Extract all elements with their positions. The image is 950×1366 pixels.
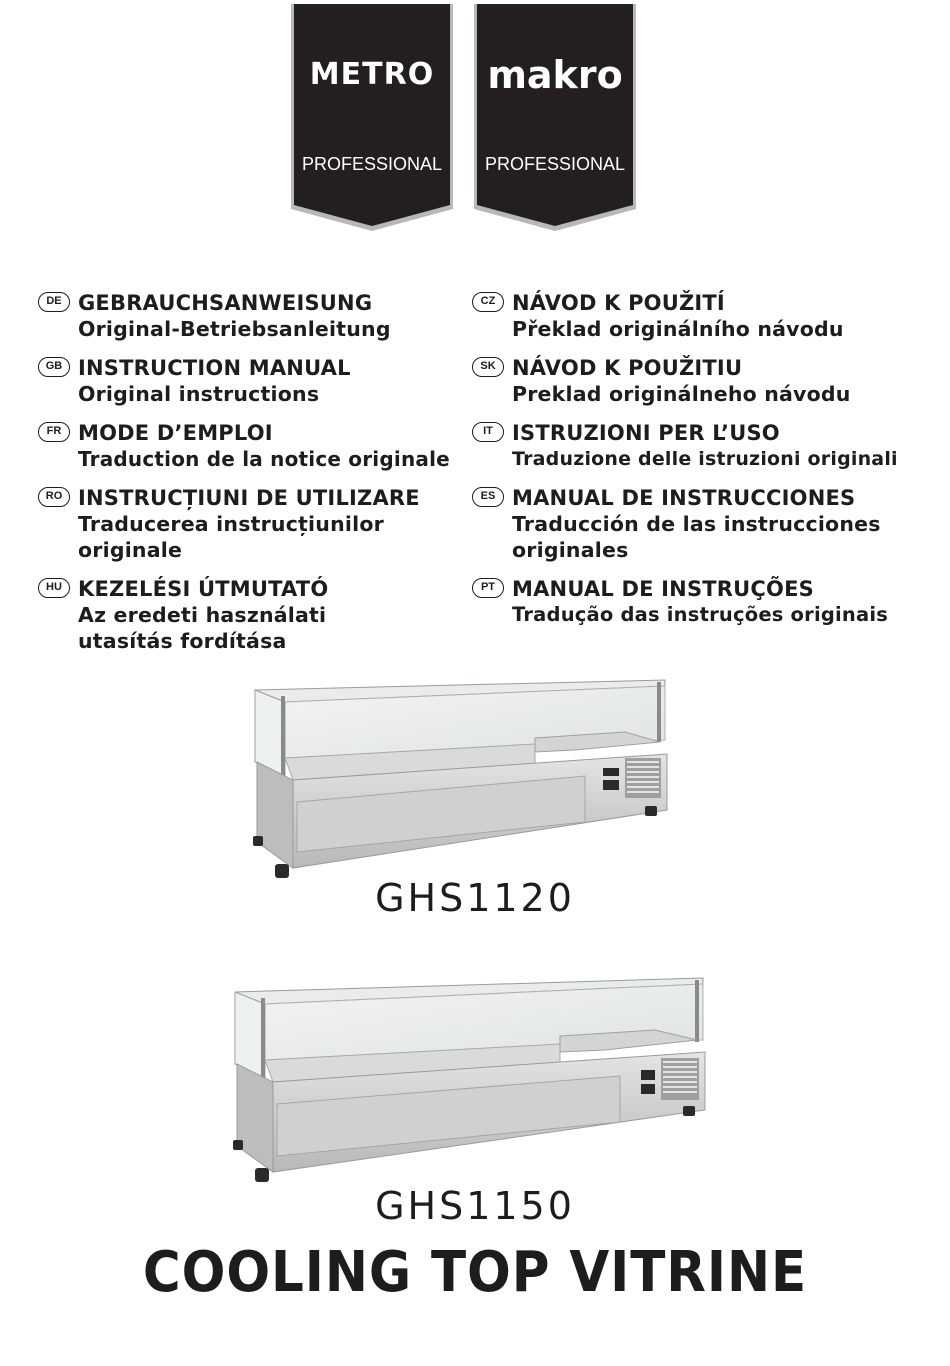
flag-badge-es: ES — [472, 487, 504, 507]
language-subtitle: Az eredeti használati utasítás fordítása — [78, 603, 327, 653]
language-entry-pt — [472, 576, 942, 628]
product-image-ghs1150 — [225, 970, 715, 1189]
makro-professional-text: PROFESSIONAL — [484, 154, 626, 174]
metro-professional-text: PROFESSIONAL — [301, 154, 443, 174]
language-list-left — [38, 290, 458, 654]
language-subtitle: Traducerea instrucțiunilor originale — [78, 512, 384, 562]
flag-badge-de: DE — [38, 292, 70, 312]
flag-badge-sk: SK — [472, 357, 504, 377]
language-entry-it — [472, 420, 942, 472]
flag-badge-hu: HU — [38, 578, 70, 598]
language-entry-de — [38, 290, 458, 342]
language-title: NÁVOD K POUŽITIU — [512, 356, 743, 380]
flag-badge-pt: PT — [472, 578, 504, 598]
language-entry-gb — [38, 355, 458, 407]
language-title: ISTRUZIONI PER L’USO — [512, 421, 780, 445]
language-entry-cz — [472, 290, 942, 342]
language-title: GEBRAUCHSANWEISUNG — [78, 291, 373, 315]
flag-badge-fr: FR — [38, 422, 70, 442]
model-label-ghs1150: GHS1150 — [375, 1184, 575, 1228]
metro-brand-text: METRO — [309, 57, 435, 92]
metro-logo — [290, 4, 454, 232]
language-title: MANUAL DE INSTRUÇÕES — [512, 577, 814, 601]
model-label-ghs1120: GHS1120 — [375, 876, 575, 920]
language-title: NÁVOD K POUŽITÍ — [512, 291, 725, 315]
language-subtitle: Tradução das instruções originais — [512, 603, 889, 626]
language-subtitle: Original-Betriebsanleitung — [78, 317, 391, 341]
language-title: INSTRUCTION MANUAL — [78, 356, 351, 380]
makro-logo — [473, 4, 637, 232]
makro-brand-text: makro — [487, 53, 623, 97]
language-entry-ro — [38, 485, 458, 563]
flag-badge-ro: RO — [38, 487, 70, 507]
flag-badge-it: IT — [472, 422, 504, 442]
language-title: MANUAL DE INSTRUCCIONES — [512, 486, 856, 510]
language-entry-sk — [472, 355, 942, 407]
language-subtitle: Original instructions — [78, 382, 320, 406]
language-entry-hu — [38, 576, 458, 654]
document-title: COOLING TOP VITRINE — [142, 1240, 808, 1305]
language-subtitle: Traduzione delle istruzioni originali — [512, 448, 898, 470]
language-title: KEZELÉSI ÚTMUTATÓ — [78, 577, 329, 601]
language-title: INSTRUCȚIUNI DE UTILIZARE — [78, 486, 420, 510]
language-entry-fr — [38, 420, 458, 472]
language-entry-es — [472, 485, 942, 563]
language-subtitle: Traduction de la notice originale — [78, 447, 450, 471]
language-list-right — [472, 290, 942, 628]
language-title: MODE D’EMPLOI — [78, 421, 273, 445]
language-subtitle: Překlad originálního návodu — [512, 317, 844, 341]
flag-badge-gb: GB — [38, 357, 70, 377]
flag-badge-cz: CZ — [472, 292, 504, 312]
language-subtitle: Traducción de las instrucciones originales — [512, 512, 881, 562]
language-subtitle: Preklad originálneho návodu — [512, 382, 851, 406]
product-image-ghs1120 — [245, 672, 675, 886]
